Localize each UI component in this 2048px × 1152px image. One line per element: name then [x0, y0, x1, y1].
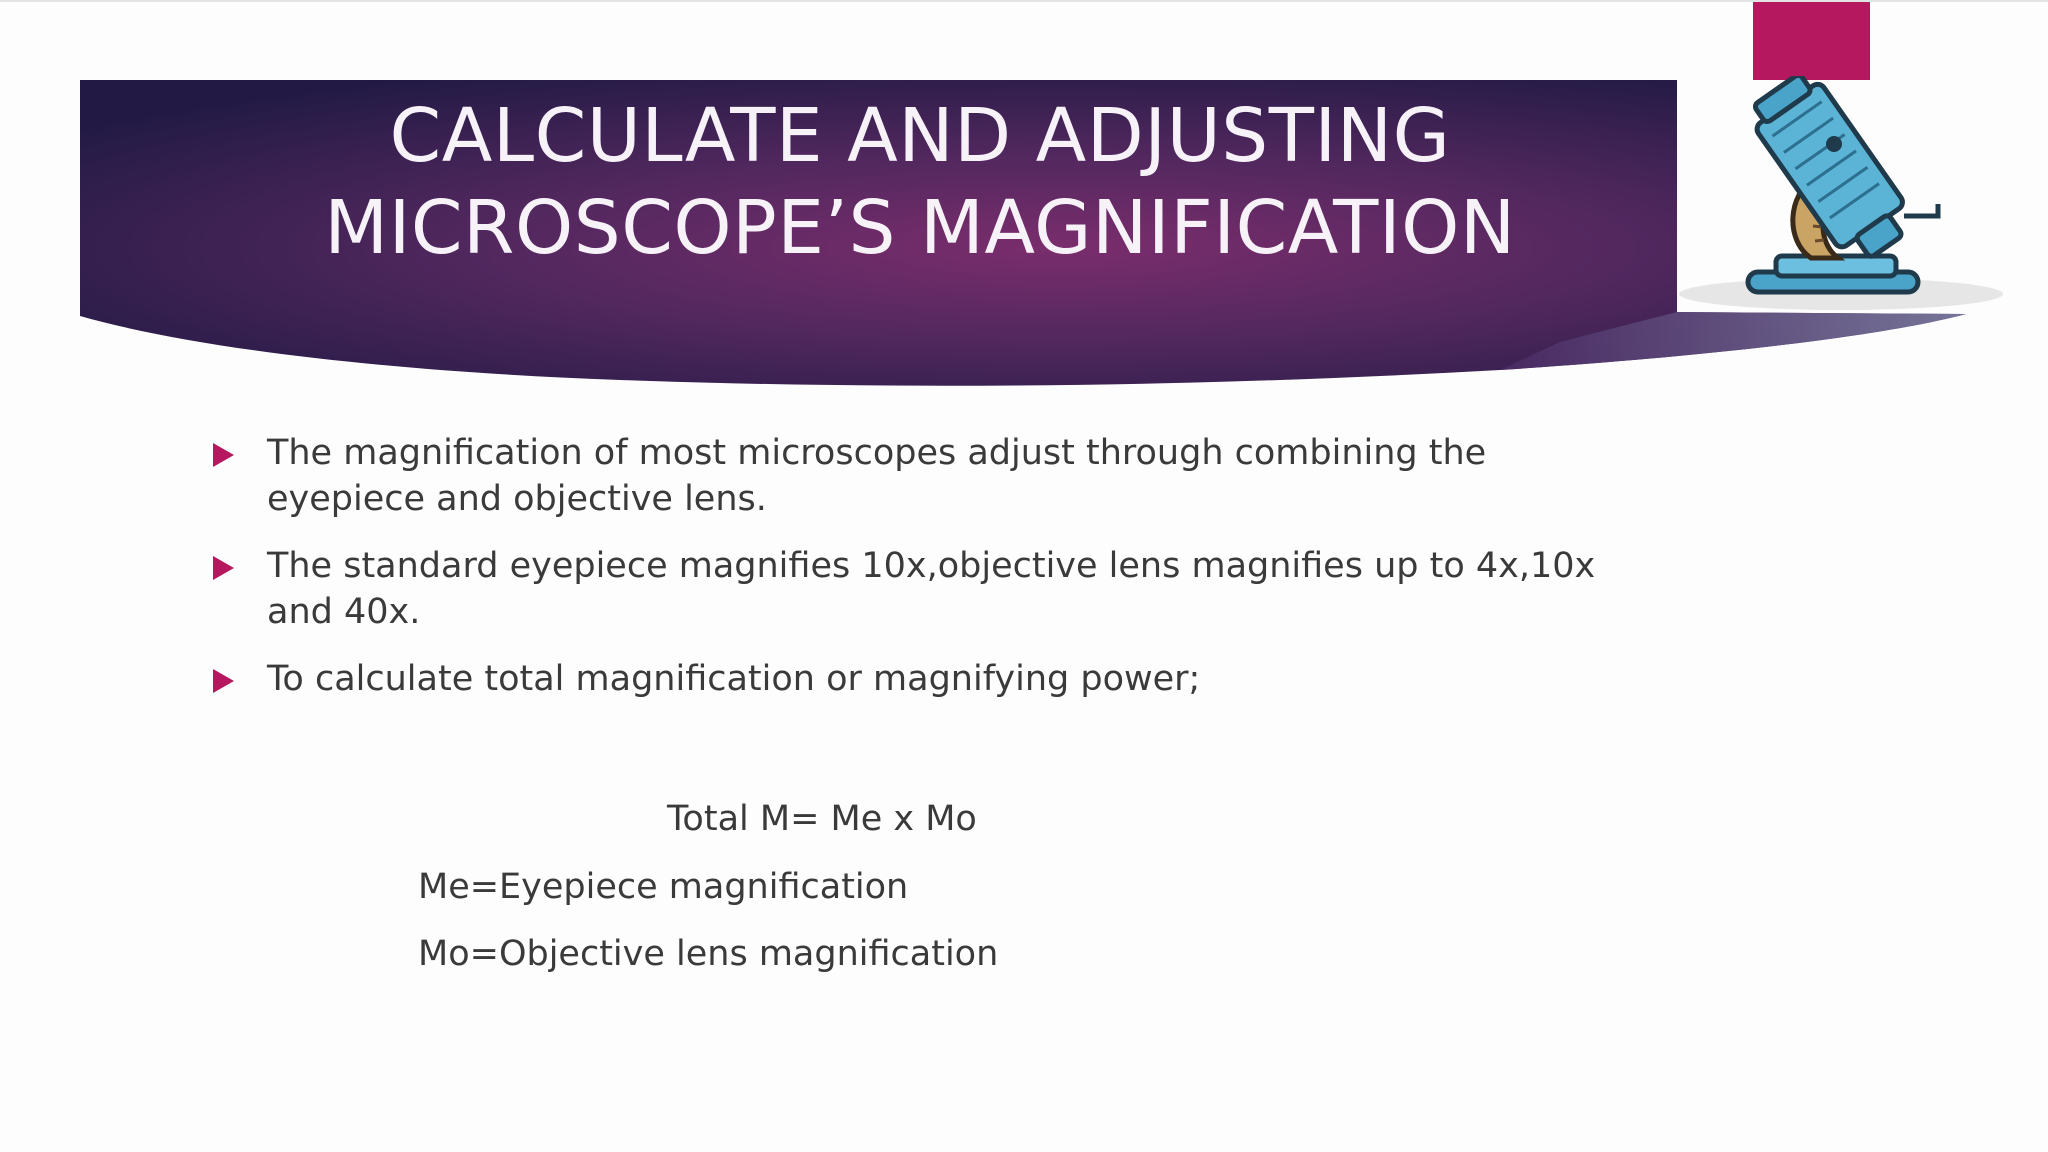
bullet-item [210, 656, 1640, 702]
bullet-list [210, 430, 1640, 723]
bullet-arrow-icon [213, 556, 234, 580]
eyepiece-definition: Me=Eyepiece magnification [418, 867, 909, 907]
objective-definition: Mo=Objective lens magnification [418, 934, 999, 974]
magnification-formula: Total M= Me x Mo [667, 799, 977, 839]
slide-title-line-2: MICROSCOPE’S MAGNIFICATION [324, 185, 1516, 271]
bullet-text: To calculate total magnification or magnifying power; [267, 659, 1201, 699]
slide-title [80, 90, 1760, 274]
bullet-text: The standard eyepiece magnifies 10x,objective lens magnifies up to 4x,10x and 40x. [267, 546, 1596, 632]
bullet-text: The magnification of most microscopes adjust through combining the eyepiece and objective lens. [267, 433, 1487, 519]
slide-title-line-1: CALCULATE AND ADJUSTING [389, 93, 1451, 179]
bullet-arrow-icon [213, 443, 234, 467]
microscope-icon [1676, 76, 2006, 316]
bullet-item [210, 430, 1640, 522]
bullet-item [210, 543, 1640, 635]
accent-square [1753, 2, 1870, 80]
bullet-arrow-icon [213, 669, 234, 693]
